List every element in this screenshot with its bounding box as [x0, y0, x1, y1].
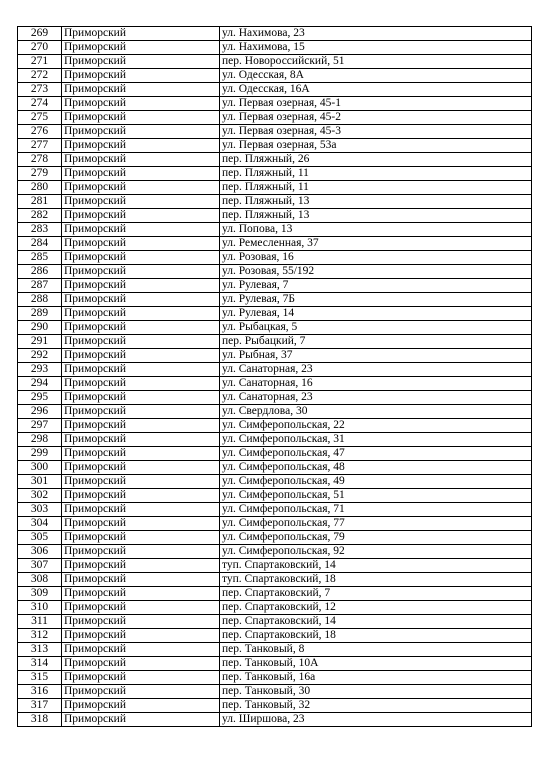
address-cell: ул. Нахимова, 15 — [220, 41, 532, 55]
table-row — [18, 489, 532, 503]
table-row — [18, 531, 532, 545]
row-number-cell: 275 — [18, 111, 62, 125]
table-row — [18, 643, 532, 657]
row-number-cell: 277 — [18, 139, 62, 153]
table-row — [18, 41, 532, 55]
table-row — [18, 111, 532, 125]
table-row — [18, 671, 532, 685]
address-cell: ул. Одесская, 16А — [220, 83, 532, 97]
district-cell: Приморский — [62, 307, 220, 321]
row-number-cell: 273 — [18, 83, 62, 97]
address-cell: пер. Новороссийский, 51 — [220, 55, 532, 69]
row-number-cell: 315 — [18, 671, 62, 685]
table-row — [18, 195, 532, 209]
table-row — [18, 559, 532, 573]
address-cell: пер. Танковый, 32 — [220, 699, 532, 713]
district-cell: Приморский — [62, 587, 220, 601]
district-cell: Приморский — [62, 223, 220, 237]
district-cell: Приморский — [62, 433, 220, 447]
table-row — [18, 545, 532, 559]
row-number-cell: 307 — [18, 559, 62, 573]
row-number-cell: 283 — [18, 223, 62, 237]
row-number-cell: 285 — [18, 251, 62, 265]
district-cell: Приморский — [62, 111, 220, 125]
address-cell: ул. Свердлова, 30 — [220, 405, 532, 419]
row-number-cell: 317 — [18, 699, 62, 713]
address-cell: ул. Симферопольская, 71 — [220, 503, 532, 517]
district-cell: Приморский — [62, 27, 220, 41]
table-row — [18, 629, 532, 643]
address-cell: пер. Рыбацкий, 7 — [220, 335, 532, 349]
row-number-cell: 271 — [18, 55, 62, 69]
row-number-cell: 301 — [18, 475, 62, 489]
address-cell: ул. Рулевая, 14 — [220, 307, 532, 321]
district-cell: Приморский — [62, 377, 220, 391]
table-row — [18, 587, 532, 601]
row-number-cell: 294 — [18, 377, 62, 391]
row-number-cell: 303 — [18, 503, 62, 517]
district-cell: Приморский — [62, 629, 220, 643]
address-table — [17, 26, 532, 727]
address-cell: ул. Попова, 13 — [220, 223, 532, 237]
address-cell: ул. Симферопольская, 31 — [220, 433, 532, 447]
table-row — [18, 433, 532, 447]
row-number-cell: 299 — [18, 447, 62, 461]
address-cell: ул. Симферопольская, 49 — [220, 475, 532, 489]
row-number-cell: 309 — [18, 587, 62, 601]
address-cell: ул. Санаторная, 16 — [220, 377, 532, 391]
row-number-cell: 312 — [18, 629, 62, 643]
table-row — [18, 601, 532, 615]
row-number-cell: 295 — [18, 391, 62, 405]
address-cell: ул. Симферопольская, 47 — [220, 447, 532, 461]
district-cell: Приморский — [62, 55, 220, 69]
district-cell: Приморский — [62, 167, 220, 181]
address-cell: ул. Рыбная, 37 — [220, 349, 532, 363]
district-cell: Приморский — [62, 195, 220, 209]
row-number-cell: 316 — [18, 685, 62, 699]
district-cell: Приморский — [62, 69, 220, 83]
address-cell: ул. Симферопольская, 51 — [220, 489, 532, 503]
table-row — [18, 461, 532, 475]
row-number-cell: 278 — [18, 153, 62, 167]
address-cell: пер. Пляжный, 26 — [220, 153, 532, 167]
table-row — [18, 419, 532, 433]
table-row — [18, 153, 532, 167]
district-cell: Приморский — [62, 391, 220, 405]
table-row — [18, 223, 532, 237]
row-number-cell: 282 — [18, 209, 62, 223]
row-number-cell: 298 — [18, 433, 62, 447]
row-number-cell: 290 — [18, 321, 62, 335]
row-number-cell: 302 — [18, 489, 62, 503]
table-row — [18, 27, 532, 41]
row-number-cell: 280 — [18, 181, 62, 195]
address-cell: ул. Санаторная, 23 — [220, 391, 532, 405]
row-number-cell: 276 — [18, 125, 62, 139]
district-cell: Приморский — [62, 153, 220, 167]
row-number-cell: 318 — [18, 713, 62, 727]
address-cell: туп. Спартаковский, 14 — [220, 559, 532, 573]
table-row — [18, 307, 532, 321]
district-cell: Приморский — [62, 685, 220, 699]
row-number-cell: 279 — [18, 167, 62, 181]
table-row — [18, 293, 532, 307]
address-cell: пер. Пляжный, 11 — [220, 167, 532, 181]
address-cell: пер. Спартаковский, 12 — [220, 601, 532, 615]
document-page — [17, 26, 531, 727]
address-cell: пер. Танковый, 8 — [220, 643, 532, 657]
district-cell: Приморский — [62, 41, 220, 55]
district-cell: Приморский — [62, 461, 220, 475]
table-row — [18, 251, 532, 265]
table-row — [18, 615, 532, 629]
address-cell: пер. Спартаковский, 18 — [220, 629, 532, 643]
district-cell: Приморский — [62, 139, 220, 153]
table-row — [18, 97, 532, 111]
table-row — [18, 265, 532, 279]
address-cell: пер. Пляжный, 13 — [220, 209, 532, 223]
table-row — [18, 125, 532, 139]
district-cell: Приморский — [62, 573, 220, 587]
address-cell: ул. Симферопольская, 77 — [220, 517, 532, 531]
address-cell: ул. Ширшова, 23 — [220, 713, 532, 727]
table-row — [18, 167, 532, 181]
row-number-cell: 305 — [18, 531, 62, 545]
district-cell: Приморский — [62, 419, 220, 433]
row-number-cell: 269 — [18, 27, 62, 41]
district-cell: Приморский — [62, 237, 220, 251]
row-number-cell: 306 — [18, 545, 62, 559]
address-cell: пер. Спартаковский, 7 — [220, 587, 532, 601]
address-cell: ул. Санаторная, 23 — [220, 363, 532, 377]
table-row — [18, 447, 532, 461]
table-row — [18, 181, 532, 195]
district-cell: Приморский — [62, 83, 220, 97]
address-cell: ул. Первая озерная, 53а — [220, 139, 532, 153]
district-cell: Приморский — [62, 363, 220, 377]
row-number-cell: 313 — [18, 643, 62, 657]
district-cell: Приморский — [62, 181, 220, 195]
district-cell: Приморский — [62, 601, 220, 615]
district-cell: Приморский — [62, 531, 220, 545]
table-row — [18, 573, 532, 587]
district-cell: Приморский — [62, 657, 220, 671]
district-cell: Приморский — [62, 643, 220, 657]
address-cell: ул. Ремесленная, 37 — [220, 237, 532, 251]
address-cell: ул. Первая озерная, 45-2 — [220, 111, 532, 125]
table-row — [18, 699, 532, 713]
district-cell: Приморский — [62, 517, 220, 531]
district-cell: Приморский — [62, 293, 220, 307]
address-cell: ул. Нахимова, 23 — [220, 27, 532, 41]
table-row — [18, 209, 532, 223]
address-cell: пер. Спартаковский, 14 — [220, 615, 532, 629]
table-row — [18, 237, 532, 251]
district-cell: Приморский — [62, 503, 220, 517]
district-cell: Приморский — [62, 349, 220, 363]
district-cell: Приморский — [62, 713, 220, 727]
table-row — [18, 503, 532, 517]
district-cell: Приморский — [62, 335, 220, 349]
address-cell: ул. Розовая, 16 — [220, 251, 532, 265]
district-cell: Приморский — [62, 279, 220, 293]
address-cell: ул. Первая озерная, 45-3 — [220, 125, 532, 139]
table-row — [18, 713, 532, 727]
table-row — [18, 657, 532, 671]
address-cell: пер. Пляжный, 11 — [220, 181, 532, 195]
table-row — [18, 69, 532, 83]
address-cell: пер. Танковый, 30 — [220, 685, 532, 699]
table-row — [18, 517, 532, 531]
table-row — [18, 391, 532, 405]
district-cell: Приморский — [62, 405, 220, 419]
row-number-cell: 274 — [18, 97, 62, 111]
address-cell: туп. Спартаковский, 18 — [220, 573, 532, 587]
row-number-cell: 272 — [18, 69, 62, 83]
row-number-cell: 296 — [18, 405, 62, 419]
address-cell: пер. Танковый, 10А — [220, 657, 532, 671]
district-cell: Приморский — [62, 265, 220, 279]
address-cell: пер. Танковый, 16а — [220, 671, 532, 685]
row-number-cell: 310 — [18, 601, 62, 615]
row-number-cell: 292 — [18, 349, 62, 363]
row-number-cell: 311 — [18, 615, 62, 629]
row-number-cell: 288 — [18, 293, 62, 307]
row-number-cell: 297 — [18, 419, 62, 433]
district-cell: Приморский — [62, 447, 220, 461]
address-cell: ул. Одесская, 8А — [220, 69, 532, 83]
row-number-cell: 314 — [18, 657, 62, 671]
address-cell: ул. Симферопольская, 92 — [220, 545, 532, 559]
address-table-body — [18, 27, 532, 727]
address-cell: ул. Рыбацкая, 5 — [220, 321, 532, 335]
row-number-cell: 291 — [18, 335, 62, 349]
address-cell: ул. Симферопольская, 22 — [220, 419, 532, 433]
district-cell: Приморский — [62, 209, 220, 223]
table-row — [18, 321, 532, 335]
table-row — [18, 335, 532, 349]
table-row — [18, 363, 532, 377]
table-row — [18, 139, 532, 153]
table-row — [18, 475, 532, 489]
table-row — [18, 279, 532, 293]
district-cell: Приморский — [62, 125, 220, 139]
row-number-cell: 286 — [18, 265, 62, 279]
address-cell: пер. Пляжный, 13 — [220, 195, 532, 209]
district-cell: Приморский — [62, 321, 220, 335]
table-row — [18, 685, 532, 699]
row-number-cell: 293 — [18, 363, 62, 377]
address-cell: ул. Первая озерная, 45-1 — [220, 97, 532, 111]
address-cell: ул. Рулевая, 7 — [220, 279, 532, 293]
row-number-cell: 284 — [18, 237, 62, 251]
row-number-cell: 281 — [18, 195, 62, 209]
row-number-cell: 287 — [18, 279, 62, 293]
table-row — [18, 83, 532, 97]
table-row — [18, 55, 532, 69]
district-cell: Приморский — [62, 699, 220, 713]
row-number-cell: 300 — [18, 461, 62, 475]
district-cell: Приморский — [62, 545, 220, 559]
table-row — [18, 405, 532, 419]
district-cell: Приморский — [62, 671, 220, 685]
district-cell: Приморский — [62, 97, 220, 111]
row-number-cell: 289 — [18, 307, 62, 321]
district-cell: Приморский — [62, 475, 220, 489]
address-cell: ул. Рулевая, 7Б — [220, 293, 532, 307]
district-cell: Приморский — [62, 251, 220, 265]
district-cell: Приморский — [62, 489, 220, 503]
district-cell: Приморский — [62, 559, 220, 573]
address-cell: ул. Розовая, 55/192 — [220, 265, 532, 279]
district-cell: Приморский — [62, 615, 220, 629]
address-cell: ул. Симферопольская, 79 — [220, 531, 532, 545]
table-row — [18, 377, 532, 391]
row-number-cell: 270 — [18, 41, 62, 55]
table-row — [18, 349, 532, 363]
row-number-cell: 304 — [18, 517, 62, 531]
row-number-cell: 308 — [18, 573, 62, 587]
address-cell: ул. Симферопольская, 48 — [220, 461, 532, 475]
